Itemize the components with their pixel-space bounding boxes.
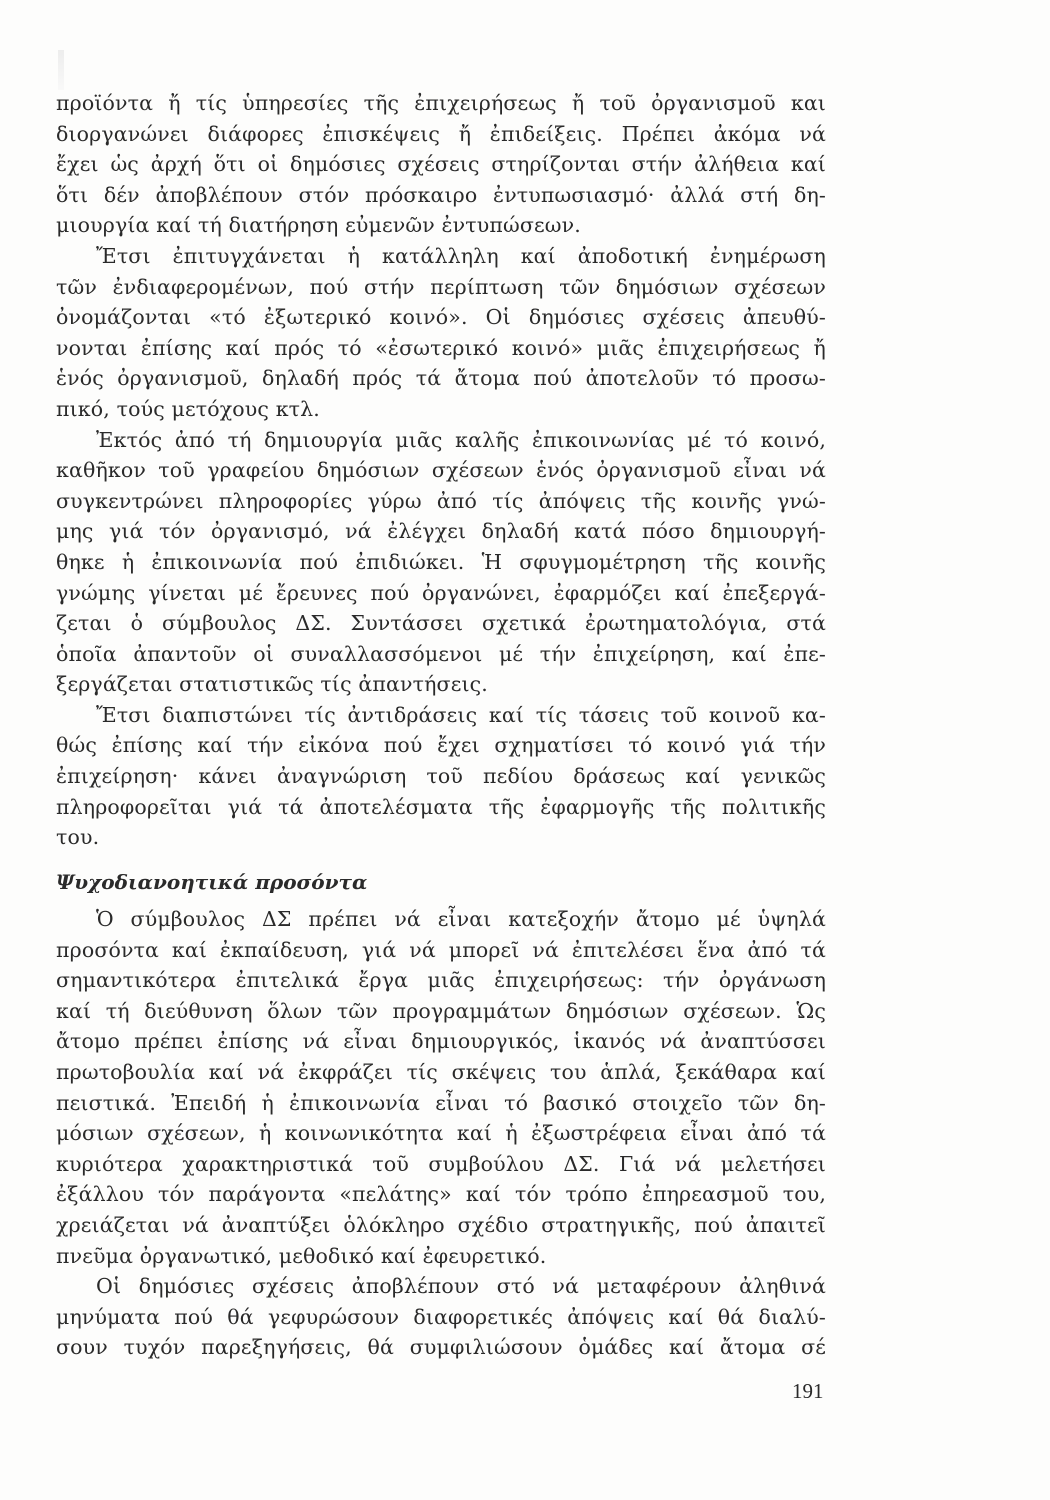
text-line: ἑνός ὀργανισμοῦ, δηλαδή πρός τά ἄτομα πού ἀποτελοῦν τό προσω- xyxy=(56,366,826,391)
text-line: κυριότερα χαρακτηριστικά τοῦ συμβούλου ΔΣ. Γιά νά μελετήσει xyxy=(56,1151,826,1176)
text-line: ὅτι δέν ἀποβλέπουν στόν πρόσκαιρο ἐντυπωσιασμό· ἀλλά στή δη- xyxy=(56,182,826,207)
scan-artifact xyxy=(58,50,64,90)
text-line: ἔχει ὡς ἀρχή ὅτι οἱ δημόσιες σχέσεις στηρίζονται στήν ἀλήθεια καί xyxy=(56,152,826,177)
text-line: νονται ἐπίσης καί πρός τό «ἐσωτερικό κοινό» μιᾶς ἐπιχειρήσεως ἤ xyxy=(56,335,826,360)
text-line: τῶν ἐνδιαφερομένων, πού στήν περίπτωση τῶν δημόσιων σχέσεων xyxy=(56,274,826,299)
text-line: ὁποῖα ἀπαντοῦν οἱ συναλλασσόμενοι μέ τήν ἐπιχείρηση, καί ἐπε- xyxy=(56,641,826,666)
text-line: προσόντα καί ἐκπαίδευση, γιά νά μπορεῖ νά ἐπιτελέσει ἕνα ἀπό τά xyxy=(56,937,826,962)
body-text-section-2 xyxy=(56,904,826,1363)
text-line: γνώμης γίνεται μέ ἔρευνες πού ὀργανώνει, ἐφαρμόζει καί ἐπεξεργά- xyxy=(56,580,826,605)
text-line: σημαντικότερα ἐπιτελικά ἔργα μιᾶς ἐπιχειρήσεως: τήν ὀργάνωση xyxy=(56,968,826,993)
text-line: συγκεντρώνει πληροφορίες γύρω ἀπό τίς ἀπόψεις τῆς κοινῆς γνώ- xyxy=(56,488,826,513)
text-line: ἐπιχείρηση· κάνει ἀναγνώριση τοῦ πεδίου δράσεως καί γενικῶς xyxy=(56,764,826,789)
text-line: ξεργάζεται στατιστικῶς τίς ἀπαντήσεις. xyxy=(56,672,488,697)
body-text-section-1 xyxy=(56,88,826,853)
text-line: πικό, τούς μετόχους κτλ. xyxy=(56,396,320,421)
text-line: Ἐκτός ἀπό τή δημιουργία μιᾶς καλῆς ἐπικοινωνίας μέ τό κοινό, xyxy=(96,427,826,452)
text-line: ἐξάλλου τόν παράγοντα «πελάτης» καί τόν τρόπο ἐπηρεασμοῦ του, xyxy=(56,1182,826,1207)
text-line: μιουργία καί τή διατήρηση εὐμενῶν ἐντυπώσεων. xyxy=(56,213,581,238)
text-line: μης γιά τόν ὀργανισμό, νά ἐλέγχει δηλαδή κατά πόσο δημιουργή- xyxy=(56,519,826,544)
text-line: θηκε ἡ ἐπικοινωνία πού ἐπιδιώκει. Ἡ σφυγμομέτρηση τῆς κοινῆς xyxy=(56,549,826,574)
text-line: Ἔτσι διαπιστώνει τίς ἀντιδράσεις καί τίς τάσεις τοῦ κοινοῦ κα- xyxy=(96,702,826,727)
text-line: μηνύματα πού θά γεφυρώσουν διαφορετικές ἀπόψεις καί θά διαλύ- xyxy=(56,1304,826,1329)
text-line: του. xyxy=(56,825,100,850)
text-line: σουν τυχόν παρεξηγήσεις, θά συμφιλιώσουν ὁμάδες καί ἄτομα σέ xyxy=(56,1335,826,1360)
text-line: ζεται ὁ σύμβουλος ΔΣ. Συντάσσει σχετικά ἐρωτηματολόγια, στά xyxy=(56,611,826,636)
page-number: 191 xyxy=(792,1379,824,1403)
text-line: πληροφορεῖται γιά τά ἀποτελέσματα τῆς ἐφαρμογῆς τῆς πολιτικῆς xyxy=(56,794,826,819)
text-line: Οἱ δημόσιες σχέσεις ἀποβλέπουν στό νά μεταφέρουν ἀληθινά xyxy=(96,1274,826,1299)
text-line: καί τή διεύθυνση ὅλων τῶν προγραμμάτων δημόσιων σχέσεων. Ὡς xyxy=(56,998,826,1023)
text-line: διοργανώνει διάφορες ἐπισκέψεις ἤ ἐπιδείξεις. Πρέπει ἀκόμα νά xyxy=(56,121,826,146)
text-line: πειστικά. Ἐπειδή ἡ ἐπικοινωνία εἶναι τό βασικό στοιχεῖο τῶν δη- xyxy=(56,1090,826,1115)
text-line: Ἔτσι ἐπιτυγχάνεται ἡ κατάλληλη καί ἀποδοτική ἐνημέρωση xyxy=(96,243,826,268)
text-line: ἄτομο πρέπει ἐπίσης νά εἶναι δημιουργικός, ἱκανός νά ἀναπτύσσει xyxy=(56,1029,826,1054)
text-line: προϊόντα ἤ τίς ὑπηρεσίες τῆς ἐπιχειρήσεως ἤ τοῦ ὀργανισμοῦ και xyxy=(56,91,826,115)
text-line: καθῆκον τοῦ γραφείου δημόσιων σχέσεων ἑνός ὀργανισμοῦ εἶναι νά xyxy=(56,458,826,483)
section-heading: Ψυχοδιανοητικά προσόντα xyxy=(56,870,368,894)
text-line: μόσιων σχέσεων, ἡ κοινωνικότητα καί ἡ ἐξωστρέφεια εἶναι ἀπό τά xyxy=(56,1121,826,1146)
text-line: πνεῦμα ὀργανωτικό, μεθοδικό καί ἐφευρετικό. xyxy=(56,1243,547,1268)
text-line: θώς ἐπίσης καί τήν εἰκόνα πού ἔχει σχηματίσει τό κοινό γιά τήν xyxy=(56,733,826,758)
text-line: Ὁ σύμβουλος ΔΣ πρέπει νά εἶναι κατεξοχήν ἄτομο μέ ὑψηλά xyxy=(96,907,826,931)
text-line: χρειάζεται νά ἀναπτύξει ὁλόκληρο σχέδιο στρατηγικῆς, πού ἀπαιτεῖ xyxy=(56,1212,826,1237)
text-line: ὀνομάζονται «τό ἐξωτερικό κοινό». Οἱ δημόσιες σχέσεις ἀπευθύ- xyxy=(56,305,826,330)
text-line: πρωτοβουλία καί νά ἐκφράζει τίς σκέψεις του ἁπλά, ξεκάθαρα καί xyxy=(56,1059,826,1084)
